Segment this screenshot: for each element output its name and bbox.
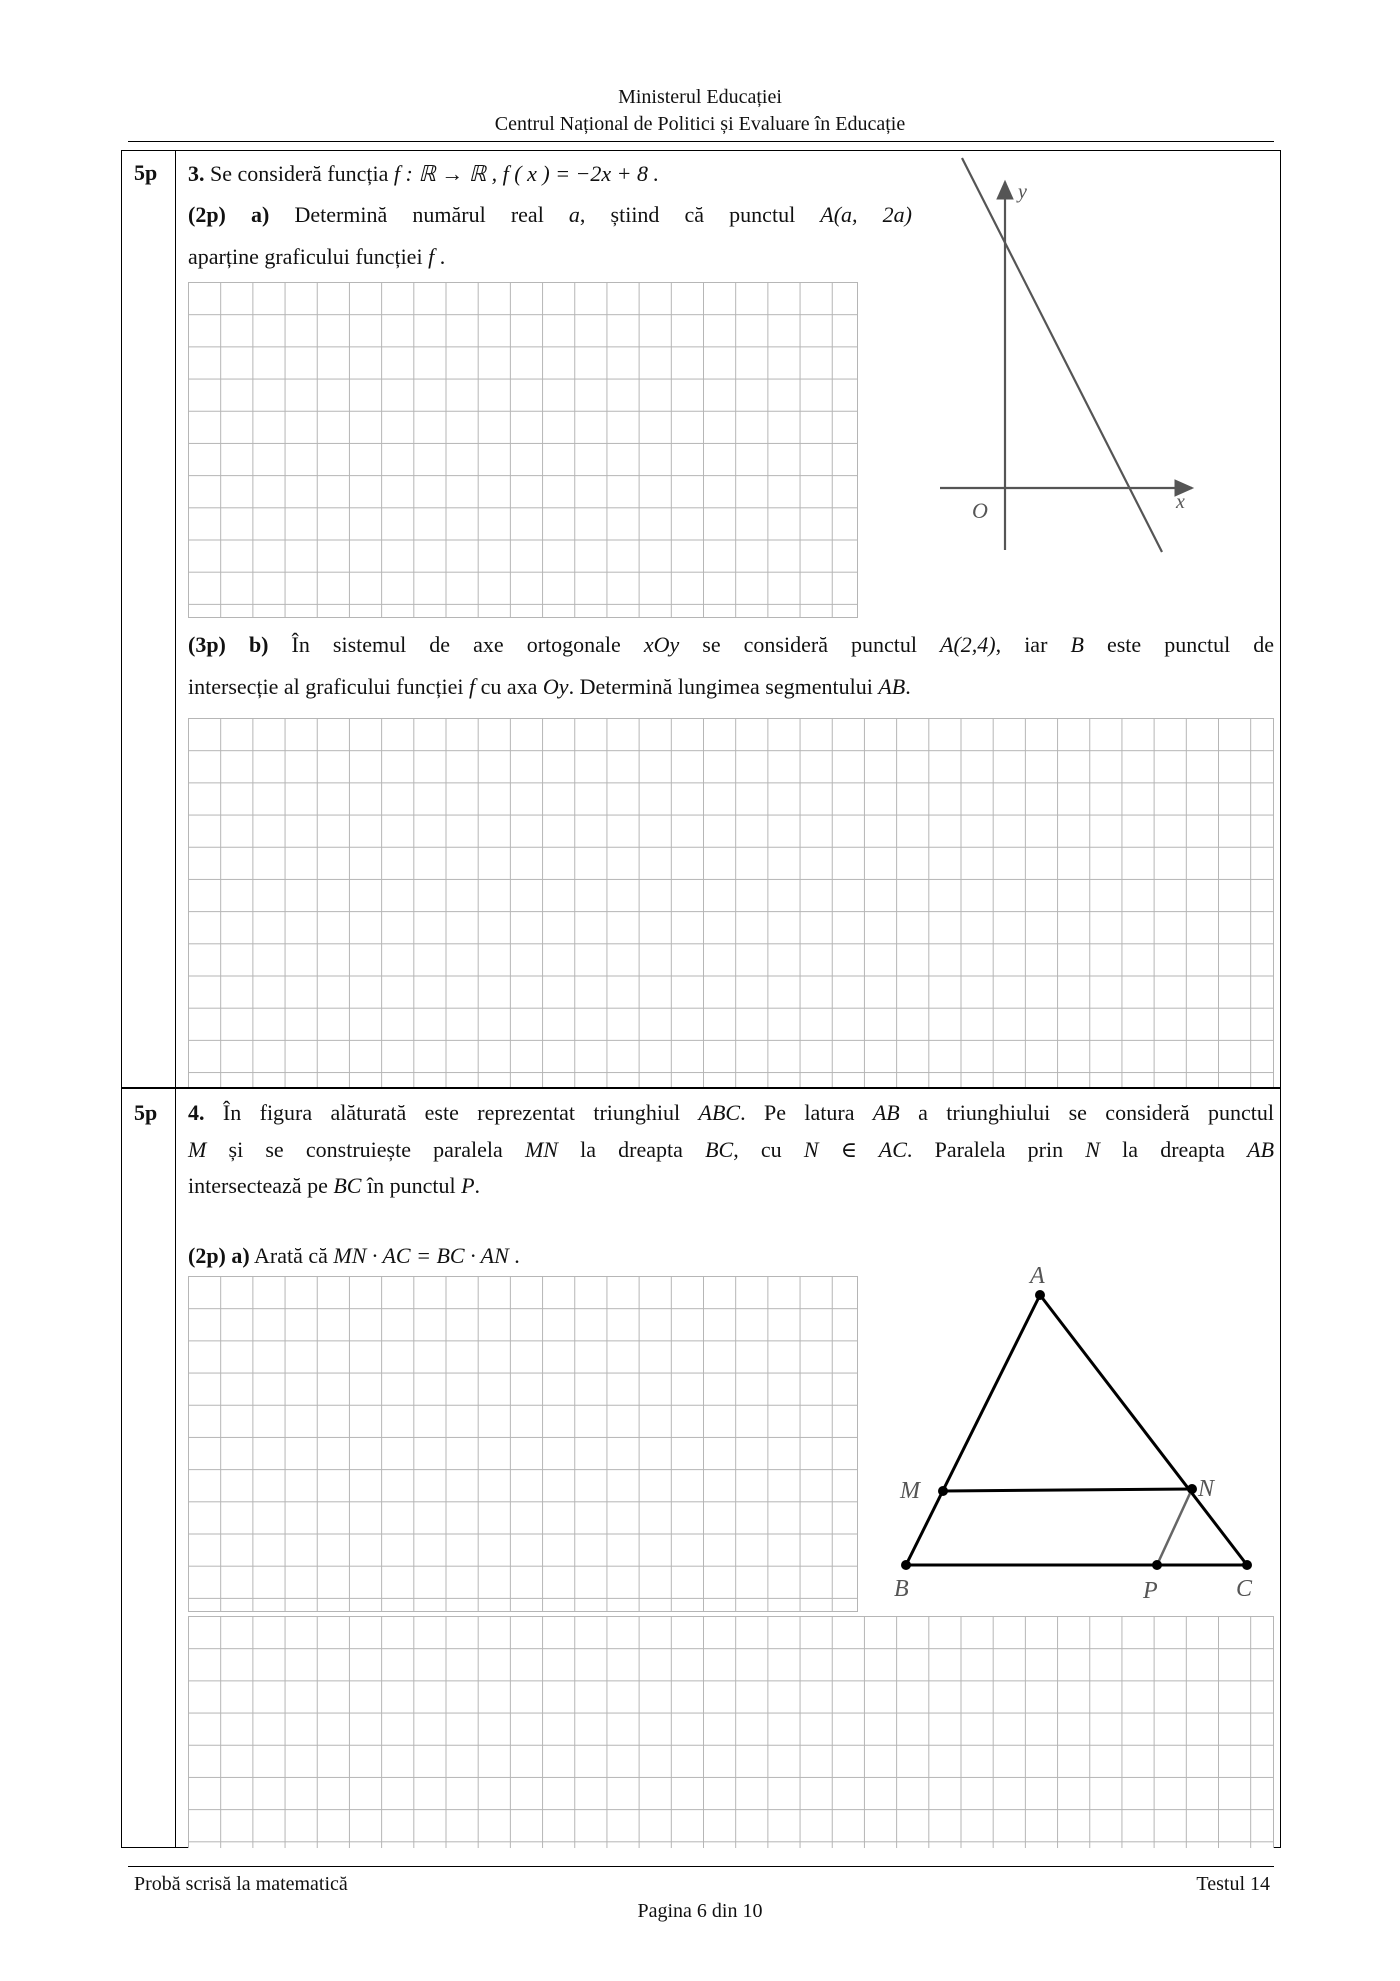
function-line	[962, 158, 1162, 552]
header-center: Centrul Național de Politici și Evaluare în Educație	[494, 113, 906, 135]
function-definition: f : ℝ → ℝ , f ( x ) = −2x + 8 .	[393, 161, 659, 186]
problem3-number: 3.	[188, 161, 205, 186]
origin-label: O	[972, 498, 988, 523]
footer-test-number: Testul 14	[1196, 1873, 1270, 1895]
label-A: A	[1030, 1263, 1045, 1289]
point-C	[1242, 1560, 1252, 1570]
label-B: B	[894, 1576, 909, 1602]
point-N	[1187, 1484, 1197, 1494]
problem3-part-b: (3p) b) În sistemul de axe ortogonale xOy se consideră punctul A(2,4), iar B este punctul de	[188, 632, 1274, 657]
header-divider	[128, 141, 1274, 142]
segment-NP	[1157, 1489, 1192, 1565]
problem4-number: 4.	[188, 1100, 205, 1125]
problem4-points: 5p	[134, 1100, 158, 1125]
problem3-part-b-cont: intersecție al graficului funcției f cu axa Oy. Determină lungimea segmentului AB.	[188, 674, 911, 699]
y-axis-label: y	[1018, 181, 1027, 203]
side-AB	[906, 1295, 1040, 1565]
answer-grid-4a-continued[interactable]	[188, 1616, 1274, 1848]
footer-divider	[128, 1866, 1274, 1867]
label-N: N	[1198, 1476, 1215, 1502]
x-axis-label: x	[1176, 491, 1185, 513]
function-graph	[930, 150, 1210, 570]
problem3-points: 5p	[134, 160, 158, 185]
problem4-line1: 4. În figura alăturată este reprezentat triunghiul ABC. Pe latura AB a triunghiului se consideră punctul	[188, 1100, 1274, 1125]
problem4-part-a: (2p) a) Arată că MN · AC = BC · AN .	[188, 1243, 520, 1268]
answer-grid-4a[interactable]	[188, 1276, 858, 1612]
side-AC	[1040, 1295, 1247, 1565]
row-divider	[121, 1087, 1281, 1089]
problem3-statement: 3. Se consideră funcția f : ℝ → ℝ , f ( x ) = −2x + 8 .	[188, 161, 659, 186]
point-P	[1152, 1560, 1162, 1570]
problem3-part-a-cont: aparține graficului funcției f .	[188, 244, 446, 269]
footer-exam-name: Probă scrisă la matematică	[134, 1873, 348, 1895]
footer-page-number: Pagina 6 din 10	[637, 1900, 763, 1922]
point-B	[901, 1560, 911, 1570]
header-ministry: Ministerul Educației	[618, 86, 782, 108]
segment-MN	[943, 1489, 1192, 1491]
point-A	[1035, 1290, 1045, 1300]
problem3-part-a: (2p) a) Determină numărul real a, știind că punctul A(a, 2a)	[188, 202, 913, 227]
point-M	[938, 1486, 948, 1496]
problem4-line3: intersectează pe BC în punctul P.	[188, 1173, 481, 1198]
points-column-divider	[175, 150, 176, 1848]
label-P: P	[1143, 1578, 1158, 1604]
label-M: M	[900, 1478, 920, 1504]
triangle-figure	[880, 1255, 1280, 1615]
label-C: C	[1236, 1576, 1253, 1602]
answer-grid-3a[interactable]	[188, 282, 858, 618]
problem4-line2: M și se construiește paralela MN la dreapta BC, cu N ∈ AC. Paralela prin N la dreapta AB	[188, 1137, 1275, 1162]
answer-grid-3b[interactable]	[188, 718, 1274, 1087]
